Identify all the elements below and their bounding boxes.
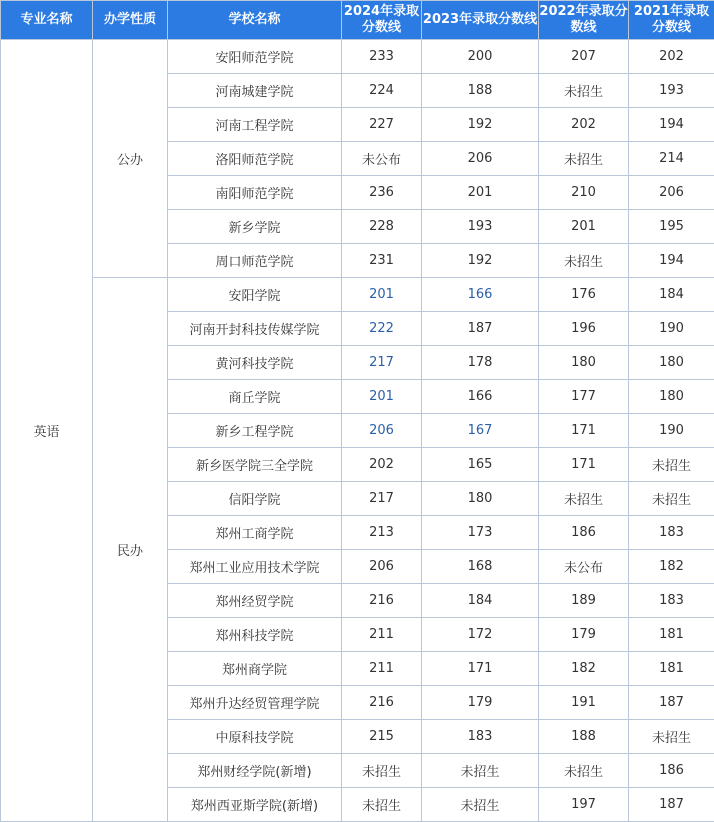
header-2023: 2023年录取分数线: [422, 1, 539, 40]
score-2023-cell: 200: [422, 40, 539, 74]
score-2023-cell: 165: [422, 448, 539, 482]
score-2022-cell: 202: [539, 108, 629, 142]
school-cell: 安阳师范学院: [168, 40, 342, 74]
score-2022-cell: 171: [539, 414, 629, 448]
school-cell: 河南工程学院: [168, 108, 342, 142]
header-nature: 办学性质: [93, 1, 168, 40]
score-2024-cell: 201: [342, 380, 422, 414]
score-2023-cell: 192: [422, 108, 539, 142]
score-2024-cell: 211: [342, 618, 422, 652]
score-2022-cell: 197: [539, 788, 629, 822]
score-2024-cell: 215: [342, 720, 422, 754]
score-2022-cell: 176: [539, 278, 629, 312]
score-2024-cell: 216: [342, 584, 422, 618]
score-2023-cell: 193: [422, 210, 539, 244]
school-cell: 南阳师范学院: [168, 176, 342, 210]
school-cell: 郑州西亚斯学院(新增): [168, 788, 342, 822]
score-2021-cell: 未招生: [629, 720, 714, 754]
school-cell: 郑州经贸学院: [168, 584, 342, 618]
score-2021-cell: 180: [629, 380, 714, 414]
school-cell: 郑州财经学院(新增): [168, 754, 342, 788]
score-2023-cell: 180: [422, 482, 539, 516]
score-2022-cell: 171: [539, 448, 629, 482]
school-cell: 郑州商学院: [168, 652, 342, 686]
score-2024-cell: 231: [342, 244, 422, 278]
score-2023-cell: 未招生: [422, 754, 539, 788]
score-2022-cell: 189: [539, 584, 629, 618]
school-cell: 河南开封科技传媒学院: [168, 312, 342, 346]
score-2023-cell: 206: [422, 142, 539, 176]
score-2023-cell: 167: [422, 414, 539, 448]
score-2021-cell: 181: [629, 618, 714, 652]
school-cell: 新乡工程学院: [168, 414, 342, 448]
score-2021-cell: 182: [629, 550, 714, 584]
school-cell: 郑州科技学院: [168, 618, 342, 652]
score-2024-cell: 未招生: [342, 788, 422, 822]
score-2022-cell: 179: [539, 618, 629, 652]
school-cell: 商丘学院: [168, 380, 342, 414]
score-2021-cell: 194: [629, 244, 714, 278]
score-2022-cell: 207: [539, 40, 629, 74]
score-2022-cell: 188: [539, 720, 629, 754]
score-2022-cell: 未招生: [539, 482, 629, 516]
score-2024-cell: 211: [342, 652, 422, 686]
score-2022-cell: 210: [539, 176, 629, 210]
score-2023-cell: 184: [422, 584, 539, 618]
header-school: 学校名称: [168, 1, 342, 40]
score-2023-cell: 172: [422, 618, 539, 652]
score-2024-cell: 228: [342, 210, 422, 244]
score-2021-cell: 187: [629, 686, 714, 720]
header-2022: 2022年录取分数线: [539, 1, 629, 40]
score-2024-cell: 233: [342, 40, 422, 74]
score-2024-cell: 206: [342, 414, 422, 448]
score-2024-cell: 236: [342, 176, 422, 210]
score-2021-cell: 195: [629, 210, 714, 244]
score-2023-cell: 166: [422, 380, 539, 414]
score-2024-cell: 227: [342, 108, 422, 142]
score-2022-cell: 191: [539, 686, 629, 720]
score-2023-cell: 168: [422, 550, 539, 584]
score-2021-cell: 183: [629, 584, 714, 618]
score-2021-cell: 206: [629, 176, 714, 210]
score-2024-cell: 216: [342, 686, 422, 720]
score-2021-cell: 190: [629, 414, 714, 448]
score-2022-cell: 未招生: [539, 244, 629, 278]
score-2021-cell: 193: [629, 74, 714, 108]
score-2023-cell: 183: [422, 720, 539, 754]
score-2023-cell: 178: [422, 346, 539, 380]
score-2022-cell: 196: [539, 312, 629, 346]
score-2021-cell: 181: [629, 652, 714, 686]
score-2023-cell: 188: [422, 74, 539, 108]
score-2022-cell: 182: [539, 652, 629, 686]
header-major: 专业名称: [1, 1, 93, 40]
score-2024-cell: 222: [342, 312, 422, 346]
score-2022-cell: 未招生: [539, 74, 629, 108]
score-2021-cell: 214: [629, 142, 714, 176]
score-2023-cell: 201: [422, 176, 539, 210]
score-2021-cell: 186: [629, 754, 714, 788]
major-cell: 英语: [1, 40, 93, 822]
score-2024-cell: 206: [342, 550, 422, 584]
school-cell: 郑州升达经贸管理学院: [168, 686, 342, 720]
score-2021-cell: 未招生: [629, 448, 714, 482]
school-cell: 黄河科技学院: [168, 346, 342, 380]
school-cell: 中原科技学院: [168, 720, 342, 754]
school-cell: 新乡医学院三全学院: [168, 448, 342, 482]
score-2022-cell: 186: [539, 516, 629, 550]
score-2022-cell: 未公布: [539, 550, 629, 584]
school-cell: 郑州工业应用技术学院: [168, 550, 342, 584]
score-2024-cell: 未招生: [342, 754, 422, 788]
score-2022-cell: 未招生: [539, 754, 629, 788]
score-2022-cell: 180: [539, 346, 629, 380]
school-cell: 安阳学院: [168, 278, 342, 312]
score-2021-cell: 194: [629, 108, 714, 142]
score-2022-cell: 未招生: [539, 142, 629, 176]
school-cell: 周口师范学院: [168, 244, 342, 278]
score-2024-cell: 224: [342, 74, 422, 108]
table-row: [1, 40, 714, 74]
school-cell: 郑州工商学院: [168, 516, 342, 550]
table-header-row: [1, 1, 714, 40]
score-2023-cell: 179: [422, 686, 539, 720]
score-2021-cell: 187: [629, 788, 714, 822]
score-2023-cell: 171: [422, 652, 539, 686]
score-2021-cell: 180: [629, 346, 714, 380]
score-2024-cell: 202: [342, 448, 422, 482]
score-2021-cell: 184: [629, 278, 714, 312]
score-2021-cell: 183: [629, 516, 714, 550]
score-2023-cell: 166: [422, 278, 539, 312]
score-2024-cell: 217: [342, 346, 422, 380]
nature-public-cell: 公办: [93, 40, 168, 278]
score-2022-cell: 177: [539, 380, 629, 414]
score-2023-cell: 173: [422, 516, 539, 550]
score-2021-cell: 202: [629, 40, 714, 74]
score-2023-cell: 187: [422, 312, 539, 346]
score-2021-cell: 未招生: [629, 482, 714, 516]
school-cell: 河南城建学院: [168, 74, 342, 108]
score-2024-cell: 未公布: [342, 142, 422, 176]
score-2021-cell: 190: [629, 312, 714, 346]
score-2023-cell: 未招生: [422, 788, 539, 822]
score-2023-cell: 192: [422, 244, 539, 278]
school-cell: 新乡学院: [168, 210, 342, 244]
table-row: [1, 278, 714, 312]
header-2021: 2021年录取分数线: [629, 1, 714, 40]
school-cell: 洛阳师范学院: [168, 142, 342, 176]
header-2024: 2024年录取分数线: [342, 1, 422, 40]
school-cell: 信阳学院: [168, 482, 342, 516]
score-2024-cell: 213: [342, 516, 422, 550]
score-2022-cell: 201: [539, 210, 629, 244]
nature-private-cell: 民办: [93, 278, 168, 822]
score-2024-cell: 201: [342, 278, 422, 312]
score-2024-cell: 217: [342, 482, 422, 516]
